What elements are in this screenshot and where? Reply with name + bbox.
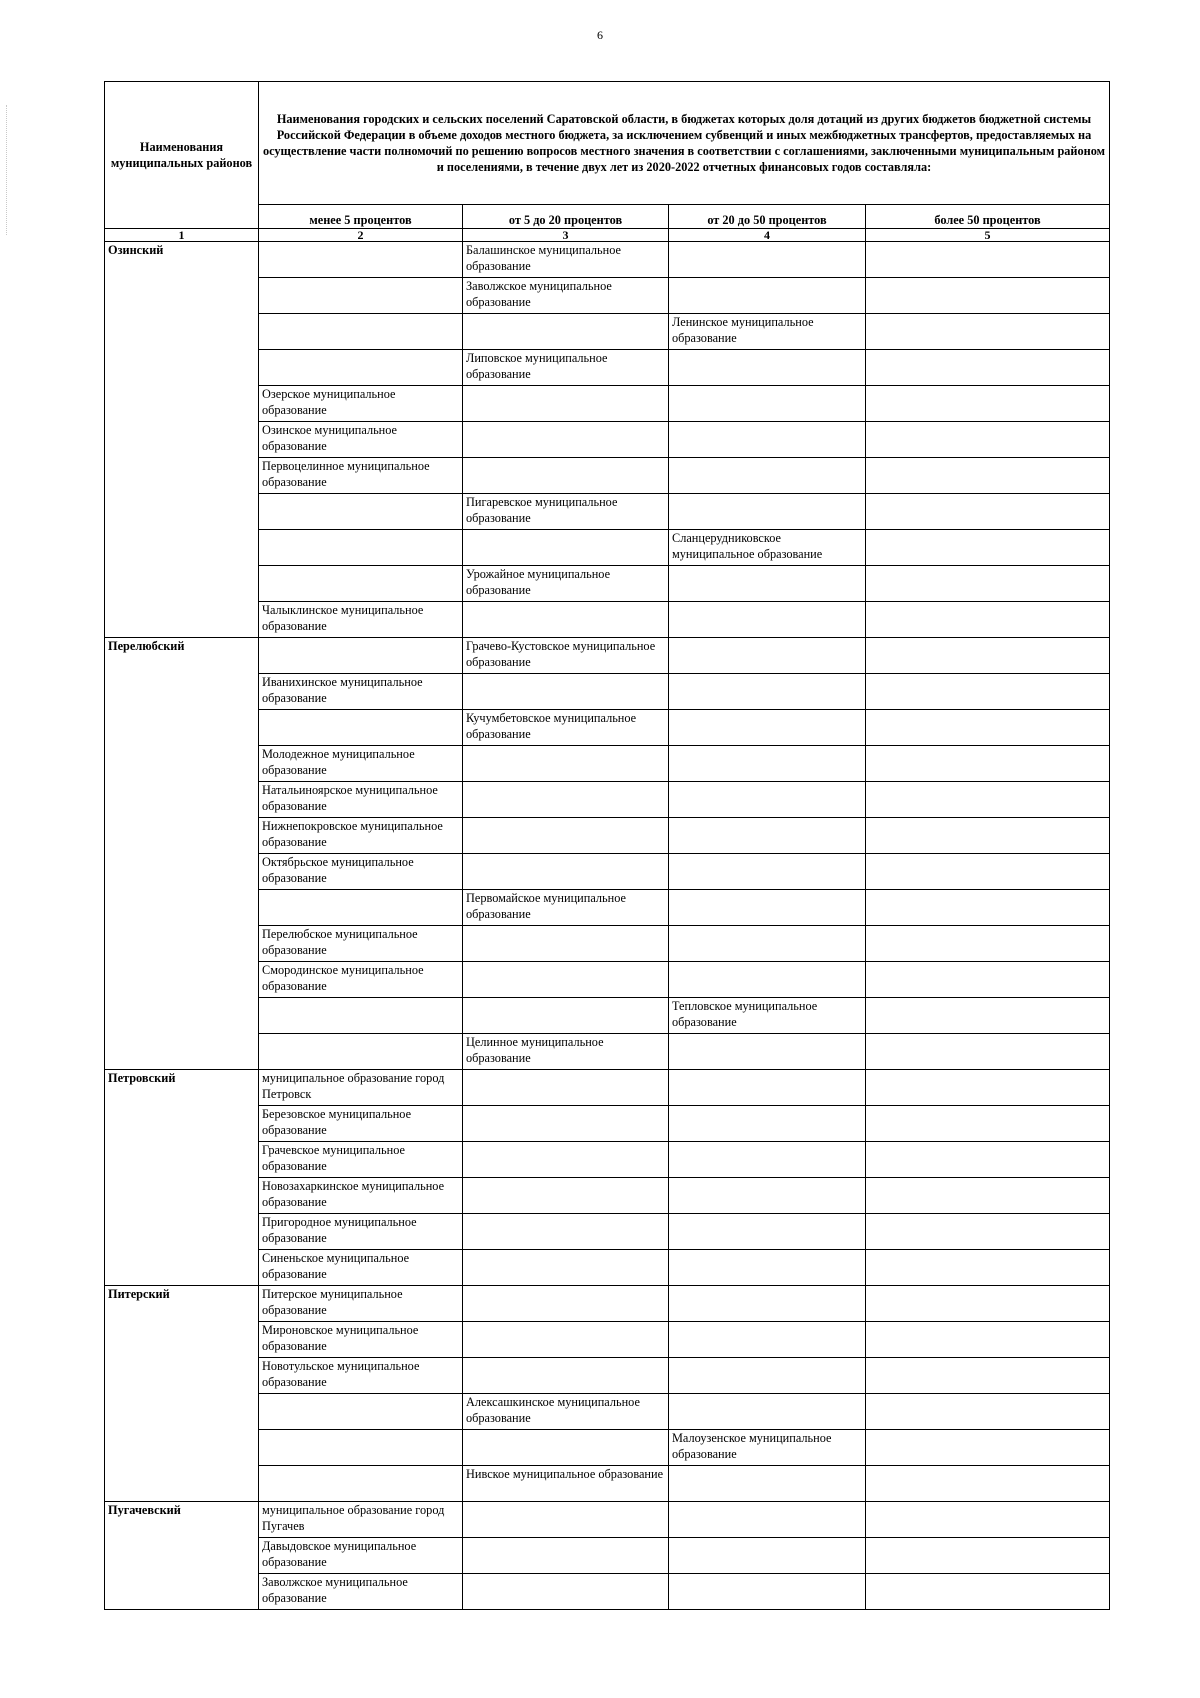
settlement-name: Мироновское муниципальное образование — [259, 1322, 463, 1358]
empty-cell — [669, 1466, 866, 1502]
empty-cell — [866, 962, 1110, 998]
empty-cell — [259, 1466, 463, 1502]
settlement-name: Балашинское муниципальное образование — [463, 242, 669, 278]
col-number-3: 3 — [463, 229, 669, 242]
empty-cell — [259, 494, 463, 530]
empty-cell — [866, 1214, 1110, 1250]
settlement-name: Заволжское муниципальное образование — [259, 1574, 463, 1610]
empty-cell — [866, 1178, 1110, 1214]
empty-cell — [259, 566, 463, 602]
empty-cell — [866, 458, 1110, 494]
empty-cell — [463, 1358, 669, 1394]
settlement-name: Пригородное муниципальное образование — [259, 1214, 463, 1250]
settlement-name: Новозахаркинское муниципальное образование — [259, 1178, 463, 1214]
header-less-5: менее 5 процентов — [259, 205, 463, 229]
empty-cell — [866, 314, 1110, 350]
settlement-name: Питерское муниципальное образование — [259, 1286, 463, 1322]
scan-artifact — [6, 105, 11, 235]
empty-cell — [669, 458, 866, 494]
empty-cell — [669, 1034, 866, 1070]
empty-cell — [463, 1286, 669, 1322]
empty-cell — [259, 1430, 463, 1466]
empty-cell — [866, 998, 1110, 1034]
header-more-50: более 50 процентов — [866, 205, 1110, 229]
empty-cell — [669, 350, 866, 386]
empty-cell — [669, 1358, 866, 1394]
empty-cell — [669, 854, 866, 890]
table-row — [105, 638, 1110, 674]
settlement-name: Тепловское муниципальное образование — [669, 998, 866, 1034]
empty-cell — [866, 710, 1110, 746]
empty-cell — [463, 458, 669, 494]
settlement-name: Октябрьское муниципальное образование — [259, 854, 463, 890]
settlement-name: Озерское муниципальное образование — [259, 386, 463, 422]
empty-cell — [866, 1538, 1110, 1574]
empty-cell — [669, 638, 866, 674]
empty-cell — [669, 422, 866, 458]
table-row — [105, 1286, 1110, 1322]
empty-cell — [669, 494, 866, 530]
empty-cell — [463, 674, 669, 710]
empty-cell — [669, 746, 866, 782]
district-name: Озинский — [105, 242, 259, 638]
empty-cell — [866, 1106, 1110, 1142]
empty-cell — [669, 710, 866, 746]
empty-cell — [463, 530, 669, 566]
settlement-name: Перелюбское муниципальное образование — [259, 926, 463, 962]
empty-cell — [866, 1430, 1110, 1466]
empty-cell — [866, 566, 1110, 602]
settlement-name: Натальиноярское муниципальное образование — [259, 782, 463, 818]
empty-cell — [463, 998, 669, 1034]
settlement-name: Нивское муниципальное образование — [463, 1466, 669, 1502]
empty-cell — [463, 818, 669, 854]
empty-cell — [866, 530, 1110, 566]
empty-cell — [463, 782, 669, 818]
empty-cell — [669, 1286, 866, 1322]
settlement-name: Сланцерудниковское муниципальное образование — [669, 530, 866, 566]
table-row — [105, 1070, 1110, 1106]
empty-cell — [259, 278, 463, 314]
empty-cell — [866, 278, 1110, 314]
empty-cell — [669, 566, 866, 602]
empty-cell — [866, 854, 1110, 890]
empty-cell — [463, 746, 669, 782]
district-name: Перелюбский — [105, 638, 259, 1070]
settlement-name: Ленинское муниципальное образование — [669, 314, 866, 350]
empty-cell — [866, 386, 1110, 422]
empty-cell — [669, 1394, 866, 1430]
settlement-name: Липовское муниципальное образование — [463, 350, 669, 386]
empty-cell — [463, 1106, 669, 1142]
empty-cell — [866, 422, 1110, 458]
empty-cell — [669, 1142, 866, 1178]
settlement-name: Молодежное муниципальное образование — [259, 746, 463, 782]
col-number-5: 5 — [866, 229, 1110, 242]
empty-cell — [669, 1574, 866, 1610]
empty-cell — [866, 1034, 1110, 1070]
table-row — [105, 242, 1110, 278]
empty-cell — [866, 818, 1110, 854]
settlement-name: Синеньское муниципальное образование — [259, 1250, 463, 1286]
settlement-name: Смородинское муниципальное образование — [259, 962, 463, 998]
settlement-name: Пигаревское муниципальное образование — [463, 494, 669, 530]
empty-cell — [463, 1322, 669, 1358]
settlement-name: Целинное муниципальное образование — [463, 1034, 669, 1070]
empty-cell — [259, 530, 463, 566]
empty-cell — [463, 314, 669, 350]
empty-cell — [866, 1250, 1110, 1286]
empty-cell — [866, 782, 1110, 818]
empty-cell — [463, 854, 669, 890]
settlement-name: Нижнепокровское муниципальное образование — [259, 818, 463, 854]
empty-cell — [866, 926, 1110, 962]
empty-cell — [669, 818, 866, 854]
empty-cell — [866, 674, 1110, 710]
empty-cell — [463, 1070, 669, 1106]
empty-cell — [866, 242, 1110, 278]
settlement-name: Алексашкинское муниципальное образование — [463, 1394, 669, 1430]
settlement-name: Кучумбетовское муниципальное образование — [463, 710, 669, 746]
empty-cell — [463, 1178, 669, 1214]
page-number: 6 — [597, 28, 603, 42]
empty-cell — [259, 638, 463, 674]
empty-cell — [866, 890, 1110, 926]
empty-cell — [259, 350, 463, 386]
empty-cell — [866, 638, 1110, 674]
empty-cell — [669, 1106, 866, 1142]
empty-cell — [866, 1394, 1110, 1430]
settlement-name: Давыдовское муниципальное образование — [259, 1538, 463, 1574]
col-number-4: 4 — [669, 229, 866, 242]
settlement-name: Урожайное муниципальное образование — [463, 566, 669, 602]
empty-cell — [669, 674, 866, 710]
settlements-table — [104, 81, 1110, 1610]
header-20-50: от 20 до 50 процентов — [669, 205, 866, 229]
empty-cell — [463, 1538, 669, 1574]
settlement-name: Первомайское муниципальное образование — [463, 890, 669, 926]
empty-cell — [866, 350, 1110, 386]
empty-cell — [866, 1358, 1110, 1394]
empty-cell — [259, 710, 463, 746]
empty-cell — [669, 926, 866, 962]
table-body — [105, 242, 1110, 1610]
settlement-name: Заволжское муниципальное образование — [463, 278, 669, 314]
empty-cell — [866, 602, 1110, 638]
empty-cell — [866, 1322, 1110, 1358]
settlement-name: Новотульское муниципальное образование — [259, 1358, 463, 1394]
settlement-name: Первоцелинное муниципальное образование — [259, 458, 463, 494]
settlement-name: Озинское муниципальное образование — [259, 422, 463, 458]
empty-cell — [463, 602, 669, 638]
header-5-20: от 5 до 20 процентов — [463, 205, 669, 229]
settlement-name: Чалыклинское муниципальное образование — [259, 602, 463, 638]
empty-cell — [866, 1466, 1110, 1502]
empty-cell — [669, 782, 866, 818]
empty-cell — [463, 1142, 669, 1178]
settlement-name: Малоузенское муниципальное образование — [669, 1430, 866, 1466]
district-name: Пугачевский — [105, 1502, 259, 1610]
empty-cell — [259, 1394, 463, 1430]
empty-cell — [669, 890, 866, 926]
settlement-name: муниципальное образование город Петровск — [259, 1070, 463, 1106]
empty-cell — [866, 746, 1110, 782]
empty-cell — [866, 1142, 1110, 1178]
empty-cell — [463, 1502, 669, 1538]
empty-cell — [669, 1250, 866, 1286]
empty-cell — [463, 1214, 669, 1250]
district-name: Питерский — [105, 1286, 259, 1502]
empty-cell — [463, 386, 669, 422]
header-settlements-group: Наименования городских и сельских поселений Саратовской области, в бюджетах которых доля дотаций из других бюджетов бюджетной системы Российской Федерации в объеме доходов местного бюджета, за исключением субвенций и иных межбюджетных трансфертов, предоставляемых на осуществление части полномочий по решению вопросов местного значения в соответствии с соглашениями, заключенными муниципальным районом и поселениями, в течение двух лет из 2020-2022 отчетных финансовых годов составляла: — [259, 82, 1110, 205]
settlement-name: Березовское муниципальное образование — [259, 1106, 463, 1142]
empty-cell — [866, 1070, 1110, 1106]
empty-cell — [259, 314, 463, 350]
empty-cell — [669, 1502, 866, 1538]
empty-cell — [259, 1034, 463, 1070]
col-number-1: 1 — [105, 229, 259, 242]
empty-cell — [669, 1070, 866, 1106]
settlement-name: Грачевское муниципальное образование — [259, 1142, 463, 1178]
empty-cell — [866, 1286, 1110, 1322]
settlement-name: муниципальное образование город Пугачев — [259, 1502, 463, 1538]
empty-cell — [259, 890, 463, 926]
empty-cell — [463, 422, 669, 458]
empty-cell — [669, 386, 866, 422]
empty-cell — [669, 602, 866, 638]
empty-cell — [866, 494, 1110, 530]
empty-cell — [669, 278, 866, 314]
empty-cell — [669, 1214, 866, 1250]
district-name: Петровский — [105, 1070, 259, 1286]
empty-cell — [669, 242, 866, 278]
empty-cell — [669, 1538, 866, 1574]
empty-cell — [463, 1574, 669, 1610]
settlement-name: Грачево-Кустовское муниципальное образование — [463, 638, 669, 674]
empty-cell — [669, 962, 866, 998]
settlement-name: Иванихинское муниципальное образование — [259, 674, 463, 710]
empty-cell — [259, 242, 463, 278]
empty-cell — [463, 1430, 669, 1466]
empty-cell — [866, 1574, 1110, 1610]
empty-cell — [259, 998, 463, 1034]
empty-cell — [463, 962, 669, 998]
empty-cell — [463, 1250, 669, 1286]
header-districts: Наименования муниципальных районов — [105, 82, 259, 229]
empty-cell — [866, 1502, 1110, 1538]
empty-cell — [669, 1178, 866, 1214]
table-row — [105, 1502, 1110, 1538]
col-number-2: 2 — [259, 229, 463, 242]
empty-cell — [669, 1322, 866, 1358]
empty-cell — [463, 926, 669, 962]
